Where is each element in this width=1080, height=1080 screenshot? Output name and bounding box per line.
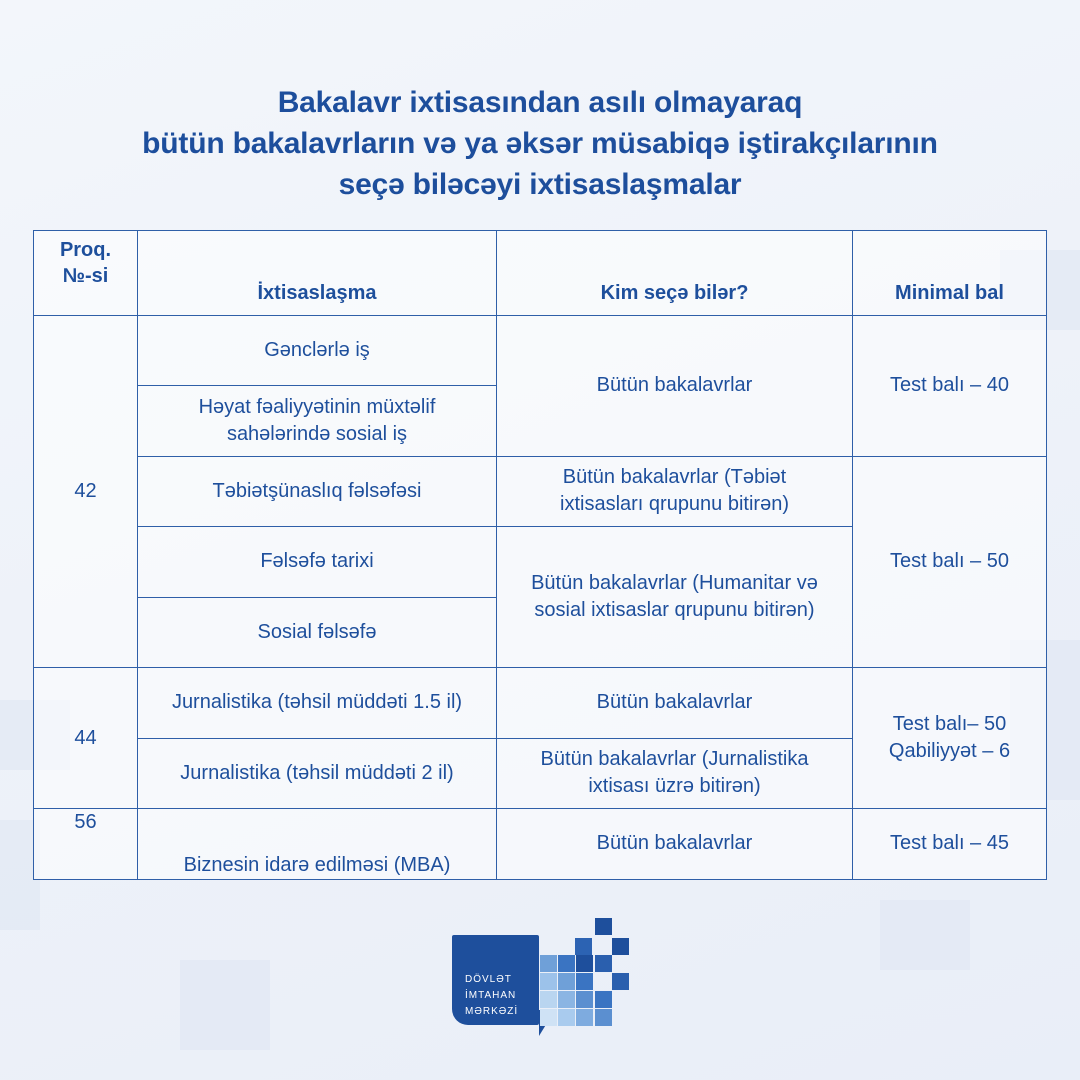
- cell-line: Test balı– 50: [892, 713, 1007, 735]
- table-row: [34, 315, 1047, 386]
- program-number-cell: 44: [34, 668, 138, 809]
- specialization-cell: Jurnalistika (təhsil müddəti 1.5 il): [138, 668, 497, 739]
- table-row: [34, 809, 1047, 880]
- logo-line: İMTAHAN: [465, 990, 517, 1001]
- logo-pixel: [595, 1009, 612, 1026]
- specialization-cell: Gənclərlə iş: [138, 315, 497, 386]
- logo-text: [465, 972, 518, 1020]
- cell-line: Bütün bakalavrlar (Humanitar və: [531, 572, 818, 594]
- logo-line: MƏRKƏZİ: [465, 1006, 519, 1017]
- cell-line: Bütün bakalavrlar (Təbiət: [562, 466, 787, 489]
- header-program-line: Proq.: [59, 239, 112, 261]
- logo: [452, 918, 632, 1038]
- specialization-cell: Biznesin idarə edilməsi (MBA): [138, 809, 497, 880]
- program-number-cell: 56: [34, 809, 138, 880]
- logo-pixel: [540, 991, 557, 1008]
- logo-pixel: [575, 938, 592, 955]
- page-title: [0, 82, 1080, 205]
- logo-pixel: [595, 991, 612, 1008]
- cell-line: Qabiliyyət – 6: [888, 740, 1011, 762]
- who-cell: Bütün bakalavrlar: [497, 809, 853, 880]
- logo-pixel: [558, 991, 575, 1008]
- logo-pixel: [595, 955, 612, 972]
- specialization-cell: Təbiətşünaslıq fəlsəfəsi: [138, 456, 497, 527]
- title-line: bütün bakalavrların və ya əksər müsabiqə iştirakçılarının: [142, 127, 938, 160]
- header-program-line: №-si: [62, 265, 109, 287]
- who-cell: [497, 527, 853, 668]
- cell-line: ixtisası üzrə bitirən): [588, 775, 761, 798]
- logo-badge: [452, 935, 539, 1025]
- specializations-table: [33, 230, 1047, 880]
- header-program-number: [34, 231, 138, 316]
- logo-pixel: [576, 973, 593, 990]
- cell-line: sosial ixtisaslar qrupunu bitirən): [534, 599, 815, 621]
- who-cell: Bütün bakalavrlar: [497, 315, 853, 456]
- minimal-score-cell: Test balı – 50: [853, 456, 1047, 668]
- logo-pixel: [576, 955, 593, 972]
- minimal-score-cell: Test balı – 40: [853, 315, 1047, 456]
- specialization-cell: [138, 386, 497, 457]
- header-specialization: İxtisaslaşma: [138, 231, 497, 316]
- minimal-score-cell: [853, 668, 1047, 809]
- logo-pixel: [558, 1009, 575, 1026]
- table-header-row: [34, 231, 1047, 316]
- title-line: Bakalavr ixtisasından asılı olmayaraq: [277, 86, 803, 119]
- logo-pixel: [612, 973, 629, 990]
- table-row: [34, 668, 1047, 739]
- specialization-cell: Sosial fəlsəfə: [138, 597, 497, 668]
- header-minimal-score: Minimal bal: [853, 231, 1047, 316]
- specialization-cell: Fəlsəfə tarixi: [138, 527, 497, 598]
- who-cell: Bütün bakalavrlar: [497, 668, 853, 739]
- minimal-score-cell: Test balı – 45: [853, 809, 1047, 880]
- logo-line: DÖVLƏT: [465, 974, 512, 985]
- title-line: seçə biləcəyi ixtisaslaşmalar: [338, 168, 742, 201]
- logo-pixel: [540, 1009, 557, 1026]
- logo-pixel: [540, 955, 557, 972]
- who-cell: [497, 738, 853, 809]
- logo-pixel: [540, 973, 557, 990]
- cell-line: Həyat fəaliyyətinin müxtəlif: [198, 395, 436, 418]
- header-who-can-choose: Kim seçə bilər?: [497, 231, 853, 316]
- background-tile: [180, 960, 270, 1050]
- logo-pixel: [612, 938, 629, 955]
- specialization-cell: Jurnalistika (təhsil müddəti 2 il): [138, 738, 497, 809]
- logo-pixel: [576, 1009, 593, 1026]
- who-cell: [497, 456, 853, 527]
- logo-pixel: [595, 918, 612, 935]
- background-tile: [880, 900, 970, 970]
- cell-line: sahələrində sosial iş: [226, 422, 408, 445]
- logo-pixel: [576, 991, 593, 1008]
- program-number-cell: 42: [34, 315, 138, 668]
- logo-pixel: [558, 955, 575, 972]
- cell-line: Bütün bakalavrlar (Jurnalistika: [540, 748, 809, 771]
- table-row: [34, 456, 1047, 527]
- cell-line: ixtisasları qrupunu bitirən): [560, 493, 789, 516]
- logo-pixel: [558, 973, 575, 990]
